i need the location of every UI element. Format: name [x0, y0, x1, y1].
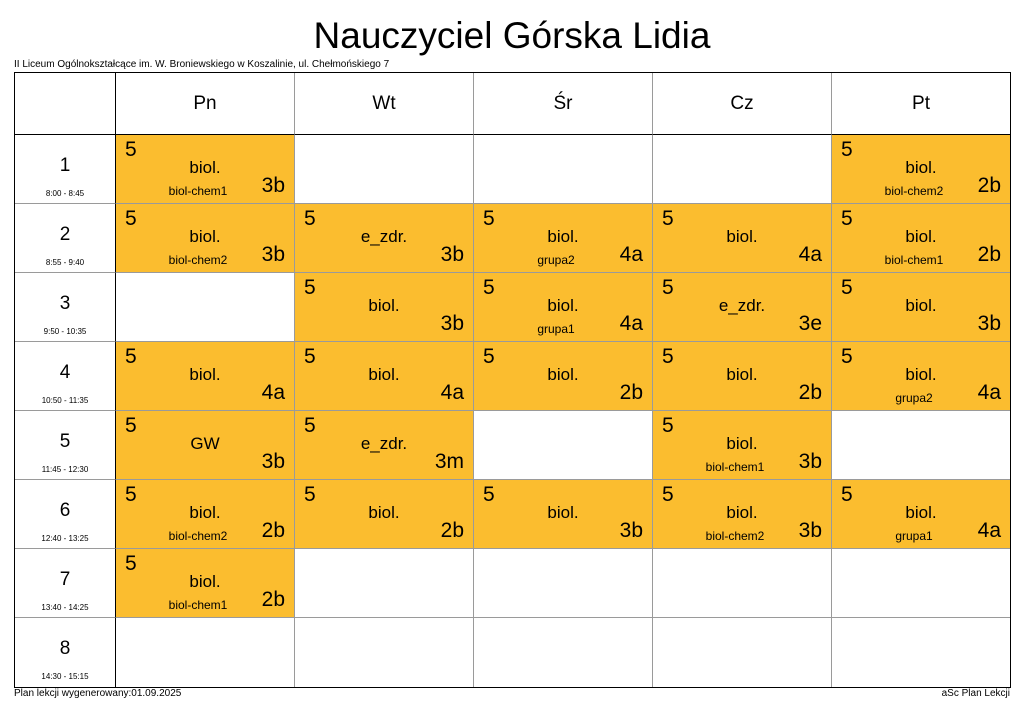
period-cell [15, 480, 116, 549]
subject-name: biol. [905, 227, 937, 246]
empty-cell [116, 273, 295, 342]
empty-cell [295, 549, 474, 618]
class-name: 3b [261, 243, 285, 266]
empty-cell [832, 618, 1010, 687]
lesson-cell[interactable] [832, 204, 1010, 273]
period-cell [15, 549, 116, 618]
period-time: 8:00 - 8:45 [45, 189, 85, 198]
subject-name: e_zdr. [718, 296, 766, 315]
subject-name: biol. [368, 503, 400, 522]
room-number: 5 [304, 414, 316, 437]
group-name: biol-chem2 [168, 253, 228, 267]
period-number: 2 [59, 224, 71, 245]
period-cell [15, 342, 116, 411]
subject-name: biol. [189, 365, 221, 384]
group-name: biol-chem2 [168, 529, 228, 543]
empty-cell [116, 618, 295, 687]
lesson-cell[interactable] [295, 273, 474, 342]
room-number: 5 [841, 345, 853, 368]
group-name: biol-chem1 [705, 460, 765, 474]
period-number: 5 [59, 431, 71, 452]
timetable-grid [14, 72, 1011, 688]
class-name: 2b [977, 243, 1001, 266]
room-number: 5 [304, 345, 316, 368]
class-name: 3b [261, 174, 285, 197]
subject-name: biol. [547, 365, 579, 384]
subject-name: biol. [726, 227, 758, 246]
empty-cell [295, 618, 474, 687]
room-number: 5 [662, 207, 674, 230]
room-number: 5 [841, 138, 853, 161]
lesson-cell[interactable] [474, 342, 653, 411]
period-cell [15, 411, 116, 480]
lesson-cell[interactable] [653, 411, 832, 480]
empty-cell [295, 135, 474, 204]
class-name: 3b [261, 450, 285, 473]
lesson-cell[interactable] [832, 135, 1010, 204]
class-name: 3b [440, 243, 464, 266]
lesson-cell[interactable] [653, 273, 832, 342]
subject-name: biol. [905, 503, 937, 522]
class-name: 2b [261, 519, 285, 542]
day-header: Pn [116, 73, 295, 135]
period-time: 9:50 - 10:35 [43, 327, 87, 336]
period-time: 8:55 - 9:40 [45, 258, 85, 267]
subject-name: biol. [368, 365, 400, 384]
day-header: Wt [295, 73, 474, 135]
room-number: 5 [483, 483, 495, 506]
group-name: grupa1 [895, 529, 933, 543]
period-cell [15, 135, 116, 204]
period-time: 14:30 - 15:15 [41, 672, 89, 681]
subject-name: biol. [189, 158, 221, 177]
day-header: Pt [832, 73, 1010, 135]
lesson-cell[interactable] [653, 342, 832, 411]
class-name: 3m [434, 450, 464, 473]
group-name: grupa2 [895, 391, 933, 405]
subject-name: biol. [726, 503, 758, 522]
class-name: 3e [798, 312, 822, 335]
room-number: 5 [841, 276, 853, 299]
subject-name: biol. [547, 227, 579, 246]
lesson-cell[interactable] [832, 480, 1010, 549]
period-cell [15, 273, 116, 342]
subject-name: biol. [189, 227, 221, 246]
period-number: 8 [59, 638, 71, 659]
room-number: 5 [841, 207, 853, 230]
empty-cell [474, 135, 653, 204]
lesson-cell[interactable] [832, 342, 1010, 411]
software-credit: aSc Plan Lekcji [941, 688, 1010, 699]
period-time: 10:50 - 11:35 [41, 396, 89, 405]
lesson-cell[interactable] [474, 273, 653, 342]
empty-cell [474, 411, 653, 480]
class-name: 4a [440, 381, 464, 404]
school-name: II Liceum Ogólnokształcące im. W. Broniewskiego w Koszalinie, ul. Chełmońskiego 7 [14, 59, 390, 70]
subject-name: biol. [905, 296, 937, 315]
empty-cell [832, 411, 1010, 480]
lesson-cell[interactable] [116, 135, 295, 204]
room-number: 5 [125, 345, 137, 368]
class-name: 2b [619, 381, 643, 404]
class-name: 2b [261, 588, 285, 611]
room-number: 5 [304, 207, 316, 230]
room-number: 5 [125, 552, 137, 575]
period-cell [15, 204, 116, 273]
group-name: grupa2 [537, 253, 575, 267]
subject-name: biol. [189, 503, 221, 522]
empty-cell [653, 135, 832, 204]
class-name: 3b [977, 312, 1001, 335]
empty-cell [474, 549, 653, 618]
group-name: grupa1 [537, 322, 575, 336]
subject-name: biol. [189, 572, 221, 591]
room-number: 5 [662, 345, 674, 368]
generated-date: Plan lekcji wygenerowany:01.09.2025 [14, 688, 182, 699]
class-name: 3b [798, 450, 822, 473]
class-name: 2b [798, 381, 822, 404]
room-number: 5 [483, 276, 495, 299]
room-number: 5 [125, 414, 137, 437]
class-name: 3b [798, 519, 822, 542]
day-header: Śr [474, 73, 653, 135]
period-cell [15, 618, 116, 687]
subject-name: biol. [368, 296, 400, 315]
subject-name: biol. [905, 365, 937, 384]
room-number: 5 [304, 483, 316, 506]
subject-name: biol. [547, 296, 579, 315]
period-number: 4 [59, 362, 71, 383]
lesson-cell[interactable] [474, 480, 653, 549]
lesson-cell[interactable] [474, 204, 653, 273]
day-header: Cz [653, 73, 832, 135]
class-name: 2b [977, 174, 1001, 197]
class-name: 4a [977, 519, 1001, 542]
class-name: 4a [619, 312, 643, 335]
subject-name: biol. [726, 434, 758, 453]
period-time: 12:40 - 13:25 [41, 534, 89, 543]
subject-name: e_zdr. [360, 434, 408, 453]
class-name: 4a [977, 381, 1001, 404]
class-name: 4a [619, 243, 643, 266]
lesson-cell[interactable] [295, 480, 474, 549]
subject-name: biol. [547, 503, 579, 522]
group-name: biol-chem1 [884, 253, 944, 267]
class-name: 3b [619, 519, 643, 542]
lesson-cell[interactable] [295, 411, 474, 480]
room-number: 5 [125, 207, 137, 230]
lesson-cell[interactable] [653, 480, 832, 549]
lesson-cell[interactable] [295, 204, 474, 273]
lesson-cell[interactable] [116, 480, 295, 549]
period-number: 6 [59, 500, 71, 521]
empty-cell [474, 618, 653, 687]
lesson-cell[interactable] [653, 204, 832, 273]
group-name: biol-chem1 [168, 184, 228, 198]
empty-cell [653, 549, 832, 618]
empty-cell [653, 618, 832, 687]
room-number: 5 [483, 345, 495, 368]
lesson-cell[interactable] [295, 342, 474, 411]
lesson-cell[interactable] [116, 549, 295, 618]
group-name: biol-chem2 [705, 529, 765, 543]
subject-name: GW [190, 434, 220, 453]
lesson-cell[interactable] [832, 273, 1010, 342]
room-number: 5 [304, 276, 316, 299]
period-number: 7 [59, 569, 71, 590]
period-number: 1 [59, 155, 71, 176]
lesson-cell[interactable] [116, 204, 295, 273]
room-number: 5 [125, 138, 137, 161]
lesson-cell[interactable] [116, 342, 295, 411]
subject-name: e_zdr. [360, 227, 408, 246]
class-name: 4a [261, 381, 285, 404]
room-number: 5 [662, 276, 674, 299]
group-name: biol-chem2 [884, 184, 944, 198]
subject-name: biol. [726, 365, 758, 384]
period-number: 3 [59, 293, 71, 314]
period-time: 11:45 - 12:30 [41, 465, 89, 474]
period-time: 13:40 - 14:25 [41, 603, 89, 612]
class-name: 2b [440, 519, 464, 542]
empty-cell [832, 549, 1010, 618]
room-number: 5 [483, 207, 495, 230]
room-number: 5 [662, 414, 674, 437]
class-name: 4a [798, 243, 822, 266]
class-name: 3b [440, 312, 464, 335]
corner-cell [15, 73, 116, 135]
page-title: Nauczyciel Górska Lidia [313, 15, 711, 56]
room-number: 5 [125, 483, 137, 506]
lesson-cell[interactable] [116, 411, 295, 480]
room-number: 5 [841, 483, 853, 506]
group-name: biol-chem1 [168, 598, 228, 612]
subject-name: biol. [905, 158, 937, 177]
room-number: 5 [662, 483, 674, 506]
